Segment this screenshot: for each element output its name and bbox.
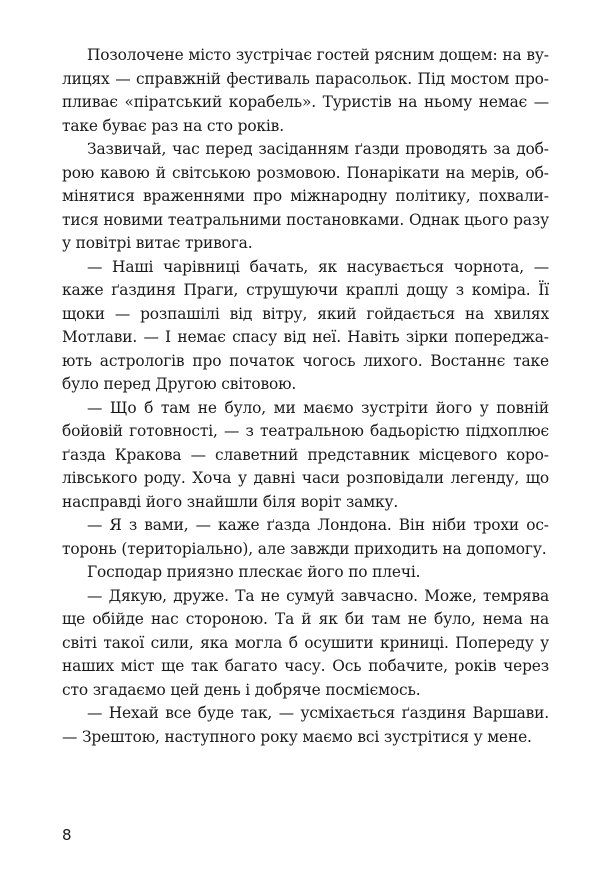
paragraph-4: — Що б там не було, ми маємо зустріти його у повній бойовій готовності, — з театральною бадьорістю підхоплює ґазда Кракова — славетний представник місцевого королівського роду. Хоча у давні часи розповідали легенду, що насправді його знайшли біля воріт замку. [62, 398, 549, 511]
paragraph-7: — Дякую, друже. Та не сумуй завчасно. Може, темрява ще обійде нас стороною. Та й як би там не було, нема на світі такої сили, яка могла б осушити криниці. Попереду у наших міст ще так багато часу. Ось побачите, років через сто згадаємо цей день і добряче посміємось. [62, 586, 549, 699]
paragraph-1: Позолочене місто зустрічає гостей рясним дощем: на вулицях — справжній фестиваль парасольок. Під мостом пропливає «піратський корабель». Туристів на ньому немає — таке буває раз на сто років. [62, 46, 549, 135]
body-text [62, 44, 549, 749]
paragraph-8: — Нехай все буде так, — усміхається ґаздиня Варшави. — Зрештою, наступного року маємо всі зустрітися у мене. [62, 704, 549, 746]
paragraph-6: Господар приязно плескає його по плечі. [87, 563, 421, 581]
page-number: 8 [62, 826, 72, 844]
paragraph-2: Зазвичай, час перед засіданням ґазди проводять за доброю кавою й світською розмовою. Понарікати на мерів, обмінятися враженнями про міжнародну політику, похвалитися новими театральними постановками. Однак цього разу у повітрі витає тривога. [62, 140, 549, 252]
paragraph-3: — Наші чарівниці бачать, як насувається чорнота, — каже ґаздиня Праги, струшуючи краплі дощу з коміра. Її щоки — розпашілі від вітру, який гойдається на хвилях Мотлави. — І немає спасу від неї. Навіть зірки попереджають астрологів про початок чогось лихого. Востаннє таке було перед Другою світовою. [62, 257, 549, 393]
paragraph-5: — Я з вами, — каже ґазда Лондона. Він ніби трохи осторонь (територіально), але завжди приходить на допомогу. [62, 516, 549, 558]
